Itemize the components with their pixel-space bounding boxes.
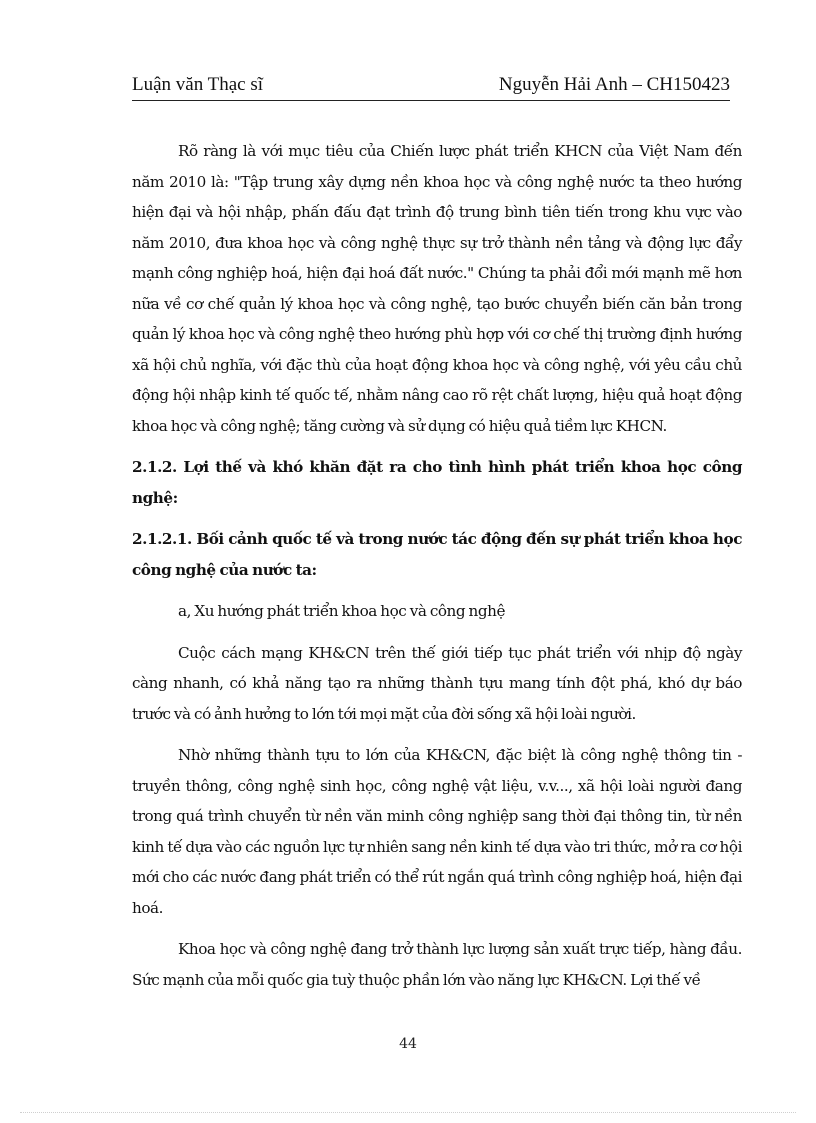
body-text — [132, 136, 742, 1006]
subsection-heading: 2.1.2.1. Bối cảnh quốc tế và trong nước tác động đến sự phát triển khoa học công nghệ của nước ta: — [132, 530, 742, 579]
running-header — [132, 74, 730, 96]
subsection-item: a, Xu hướng phát triển khoa học và công nghệ — [178, 602, 506, 620]
header-thesis-type: Luận văn Thạc sĩ — [132, 74, 264, 95]
paragraph: Cuộc cách mạng KH&CN trên thế giới tiếp tục phát triển với nhịp độ ngày càng nhanh, có khả năng tạo ra những thành tựu mang tính đột phá, khó dự báo trước và có ảnh hưởng to lớn tới mọi mặt của đời sống xã hội loài người. — [132, 643, 742, 723]
page-number: 44 — [399, 1036, 417, 1052]
header-divider — [132, 100, 730, 101]
paragraph: Khoa học và công nghệ đang trở thành lực lượng sản xuất trực tiếp, hàng đầu. Sức mạnh của mỗi quốc gia tuỳ thuộc phần lớn vào năng lực KH&CN. Lợi thế về — [132, 940, 742, 989]
paragraph: Rõ ràng là với mục tiêu của Chiến lược phát triển KHCN của Việt Nam đến năm 2010 là: "Tập trung xây dựng nền khoa học và công nghệ nước ta theo hướng hiện đại và hội nhập, phấn đấu đạt trình độ trung bình tiên tiến trong khu vực vào năm 2010, đưa khoa học và công nghệ thực sự trở thành nền tảng và động lực đẩy mạnh công nghiệp hoá, hiện đại hoá đất nước." Chúng ta phải đổi mới mạnh mẽ hơn nữa về cơ chế quản lý khoa học và công nghệ, tạo bước chuyển biến căn bản trong quản lý khoa học và công nghệ theo hướng phù hợp với cơ chế thị trường định hướng xã hội chủ nghĩa, với đặc thù của hoạt động khoa học và công nghệ, với yêu cầu chủ động hội nhập kinh tế quốc tế, nhằm nâng cao rõ rệt chất lượng, hiệu quả hoạt động khoa học và công nghệ; tăng cường và sử dụng có hiệu quả tiềm lực KHCN. — [132, 142, 742, 435]
section-heading: 2.1.2. Lợi thế và khó khăn đặt ra cho tình hình phát triển khoa học công nghệ: — [132, 458, 742, 507]
page-bottom-border — [20, 1112, 796, 1113]
paragraph: Nhờ những thành tựu to lớn của KH&CN, đặc biệt là công nghệ thông tin - truyền thông, công nghệ sinh học, công nghệ vật liệu, v.v..., xã hội loài người đang trong quá trình chuyển từ nền văn minh công nghiệp sang thời đại thông tin, từ nền kinh tế dựa vào các nguồn lực tự nhiên sang nền kinh tế dựa vào tri thức, mở ra cơ hội mới cho các nước đang phát triển có thể rút ngắn quá trình công nghiệp hoá, hiện đại hoá. — [132, 746, 742, 917]
header-author: Nguyễn Hải Anh – CH150423 — [498, 74, 730, 95]
